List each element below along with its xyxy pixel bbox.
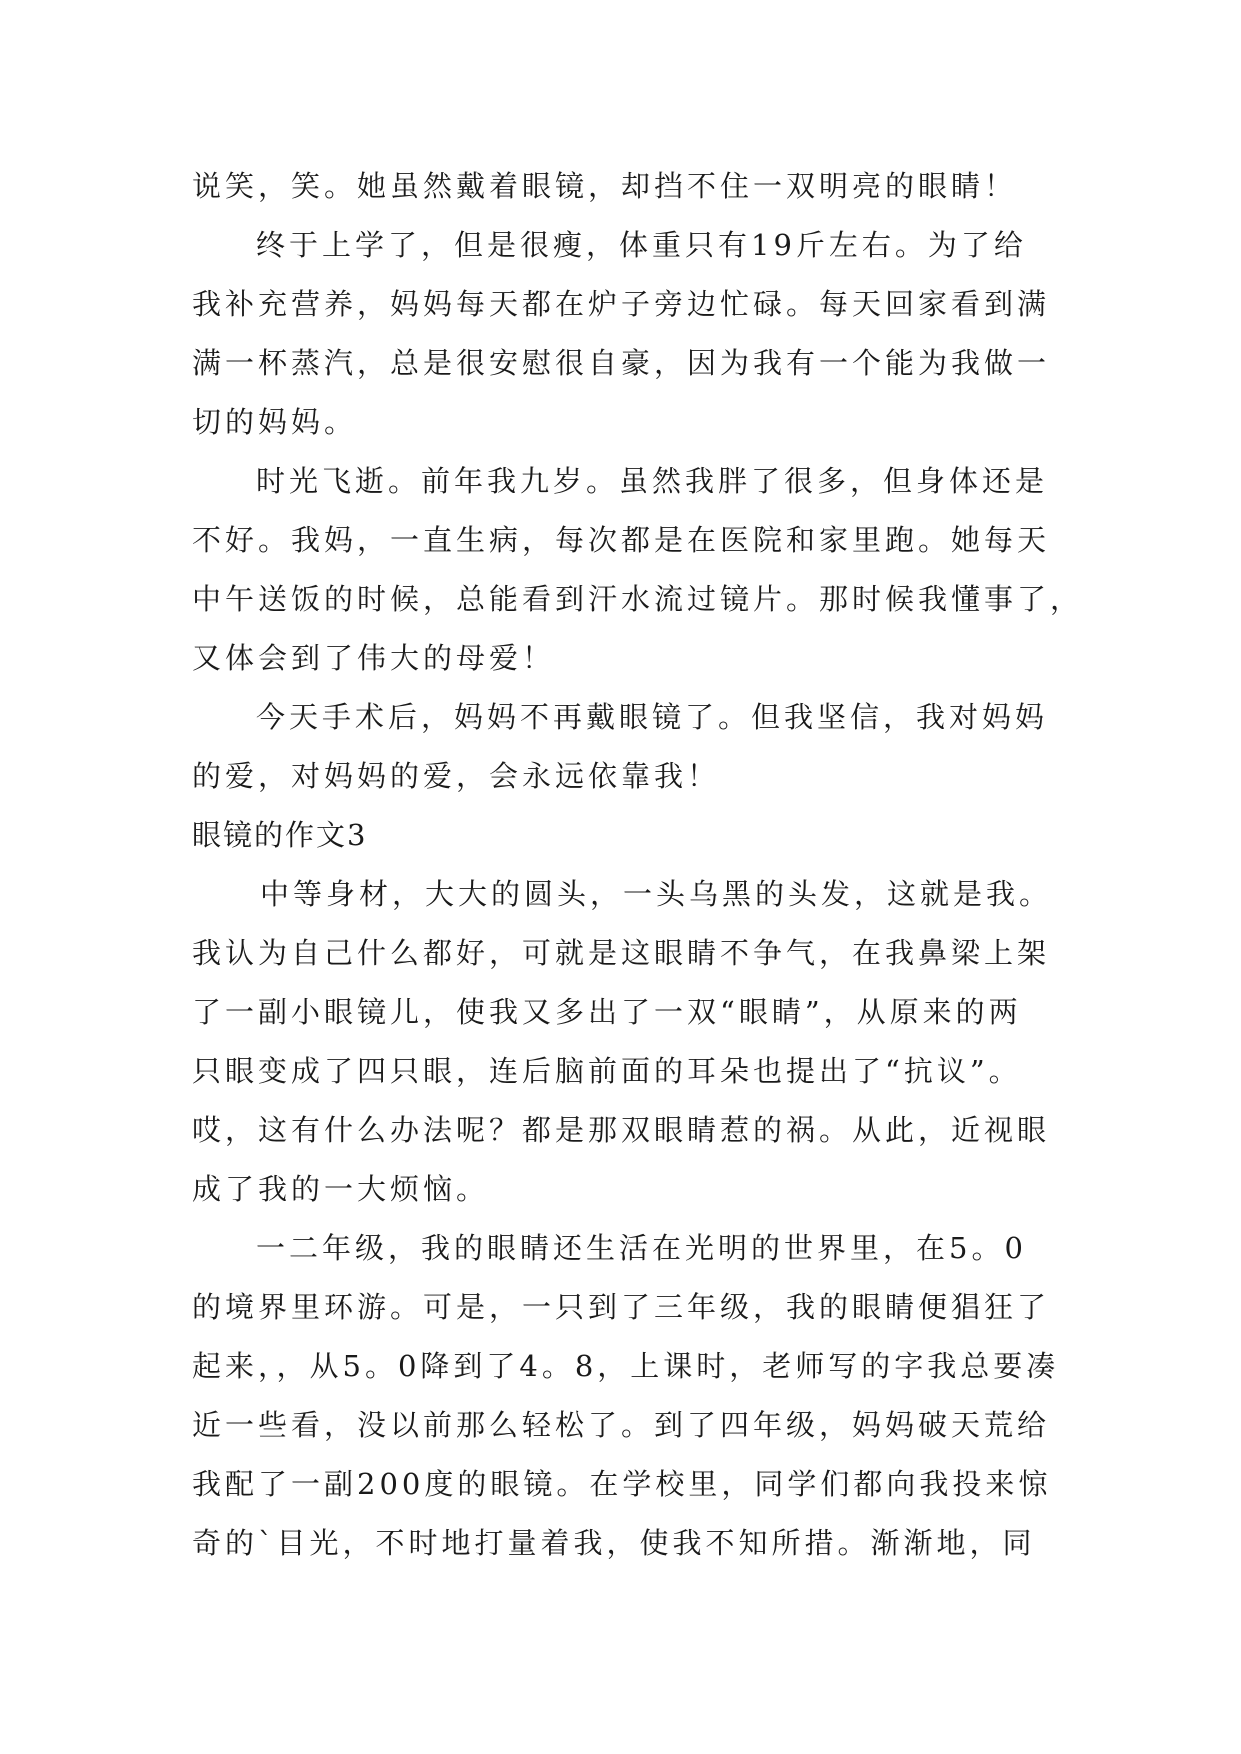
paragraph-first-line: 一二年级，我的眼睛还生活在光明的世界里，在5。0 — [256, 1231, 1027, 1265]
text-line: 奇的`目光，不时地打量着我，使我不知所措。渐渐地，同 — [192, 1526, 1036, 1560]
paragraph-first-line: 今天手术后，妈妈不再戴眼镜了。但我坚信，我对妈妈 — [256, 700, 1049, 734]
text-line: 我认为自己什么都好，可就是这眼睛不争气，在我鼻梁上架 — [192, 936, 1051, 970]
text-line: 成了我的一大烦恼。 — [192, 1172, 490, 1206]
text-line: 的境界里环游。可是，一只到了三年级，我的眼睛便猖狂了 — [192, 1290, 1051, 1324]
section-heading: 眼镜的作文3 — [192, 818, 368, 852]
text-line: 满一杯蒸汽，总是很安慰很自豪，因为我有一个能为我做一 — [192, 346, 1051, 380]
text-line: 我补充营养，妈妈每天都在炉子旁边忙碌。每天回家看到满 — [192, 287, 1051, 321]
document-page — [192, 157, 1084, 1573]
text-line: 的爱，对妈妈的爱，会永远依靠我！ — [192, 759, 721, 793]
text-line: 不好。我妈，一直生病，每次都是在医院和家里跑。她每天 — [192, 523, 1051, 557]
paragraph-first-line: 终于上学了，但是很瘦，体重只有19斤左右。为了给 — [256, 228, 1027, 262]
text-line: 中午送饭的时候，总能看到汗水流过镜片。那时候我懂事了， — [192, 582, 1084, 616]
text-line: 又体会到了伟大的母爱！ — [192, 641, 556, 675]
text-line: 了一副小眼镜儿，使我又多出了一双“眼睛”，从原来的两 — [192, 995, 1022, 1029]
text-line: 哎，这有什么办法呢？都是那双眼睛惹的祸。从此，近视眼 — [192, 1113, 1051, 1147]
text-line: 我配了一副200度的眼镜。在学校里，同学们都向我投来惊 — [192, 1467, 1052, 1501]
paragraph-first-line: 时光飞逝。前年我九岁。虽然我胖了很多，但身体还是 — [256, 464, 1049, 498]
text-line: 近一些看，没以前那么轻松了。到了四年级，妈妈破天荒给 — [192, 1408, 1051, 1442]
text-line: 说笑，笑。她虽然戴着眼镜，却挡不住一双明亮的眼睛！ — [192, 169, 1018, 203]
text-line: 只眼变成了四只眼，连后脑前面的耳朵也提出了“抗议”。 — [192, 1054, 1022, 1088]
paragraph-first-line: 中等身材，大大的圆头，一头乌黑的头发，这就是我。 — [260, 877, 1053, 911]
text-line: 切的妈妈。 — [192, 405, 358, 439]
text-line: 起来，，从5。0降到了4。8，上课时，老师写的字我总要凑 — [192, 1349, 1060, 1383]
